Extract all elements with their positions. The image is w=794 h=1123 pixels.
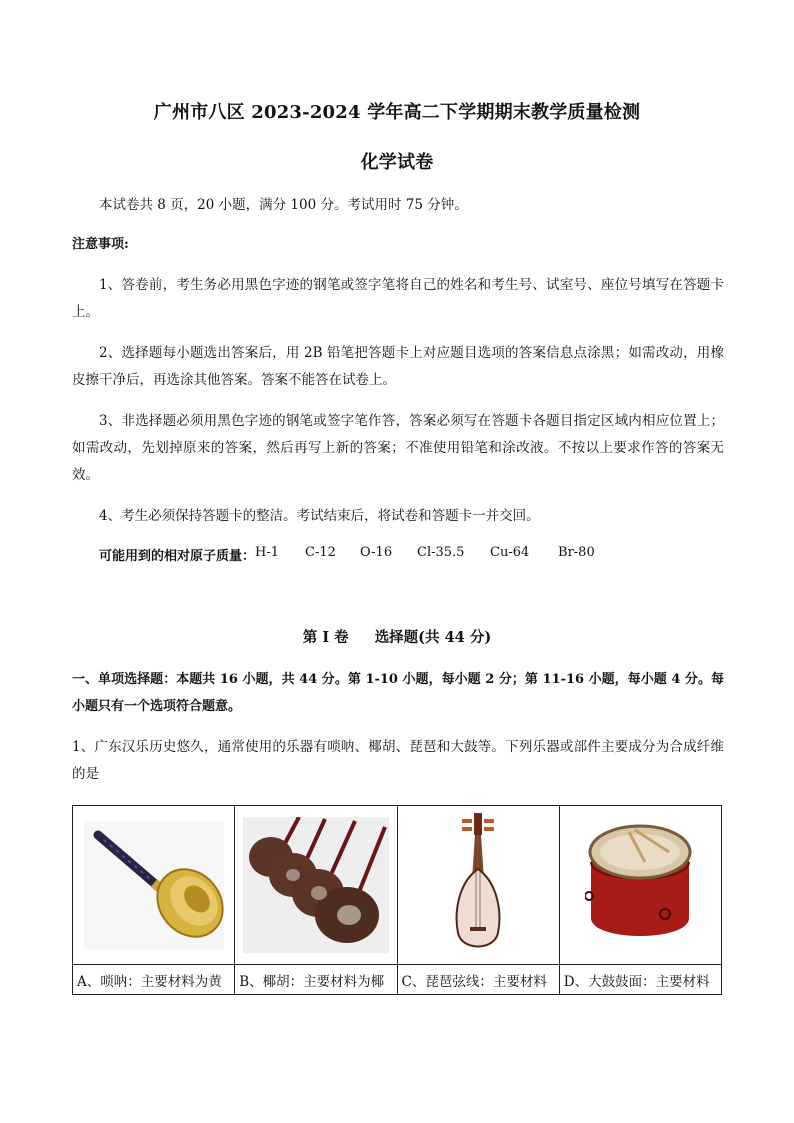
section-name: 选择题(共 44 分) (374, 629, 492, 646)
atomic-mass-c: C-12 (305, 545, 336, 560)
section-part: 第 I 卷 (302, 629, 349, 646)
exam-subject: 化学试卷 (360, 152, 434, 173)
atomic-mass-cl: Cl-35.5 (417, 545, 465, 560)
atomic-masses (99, 545, 595, 564)
section-instructions: 一、单项选择题：本题共 16 小题，共 44 分。第 1-10 小题，每小题 2 分；第 11-16 小题，每小题 4 分。每小题只有一个选项符合题意。 (72, 672, 724, 714)
yehu-icon (243, 817, 389, 953)
atomic-mass-o: O-16 (360, 545, 393, 560)
option-d-label: D、大鼓鼓面：主要材料 (559, 965, 721, 995)
atomic-mass-br: Br-80 (558, 545, 595, 560)
option-c-label: C、琵琶弦线：主要材料 (397, 965, 559, 995)
notice-item-1: 1、答卷前，考生务必用黑色字迹的钢笔或签字笔将自己的姓名和考生号、试室号、座位号填写在答题卡上。 (72, 277, 724, 320)
pipa-icon (448, 813, 508, 957)
drum-icon (585, 822, 695, 948)
option-b-label: B、椰胡：主要材料为椰 (235, 965, 397, 995)
atomic-mass-h: H-1 (255, 545, 280, 560)
option-c-image-cell (397, 806, 559, 965)
option-b-image-cell (235, 806, 397, 965)
suona-icon (84, 821, 224, 949)
option-a-label: A、唢呐：主要材料为黄 (73, 965, 235, 995)
notice-item-4: 4、考生必须保持答题卡的整洁。考试结束后，将试卷和答题卡一并交回。 (99, 508, 540, 524)
exam-intro: 本试卷共 8 页，20 小题，满分 100 分。考试用时 75 分钟。 (99, 197, 468, 213)
option-a-image-cell (73, 806, 235, 965)
notice-heading: 注意事项: (72, 237, 129, 252)
question-1-stem: 1、广东汉乐历史悠久，通常使用的乐器有唢呐、椰胡、琵琶和大鼓等。下列乐器或部件主要成分为合成纤维的是 (72, 739, 724, 782)
notice-item-2: 2、选择题每小题选出答案后，用 2B 铅笔把答题卡上对应题目选项的答案信息点涂黑；如需改动，用橡皮擦干净后，再选涂其他答案。答案不能答在试卷上。 (72, 345, 724, 388)
option-d-image-cell (559, 806, 721, 965)
notice-item-3: 3、非选择题必须用黑色字迹的钢笔或签字笔作答，答案必须写在答题卡各题目指定区域内相应位置上；如需改动，先划掉原来的答案，然后再写上新的答案；不准使用铅笔和涂改液。不按以上要求作答的答案无效。 (72, 413, 724, 483)
atomic-masses-label: 可能用到的相对原子质量： (99, 549, 256, 564)
exam-title: 广州市八区 2023-2024 学年高二下学期期末教学质量检测 (153, 102, 641, 123)
section-title (0, 626, 794, 647)
atomic-mass-cu: Cu-64 (490, 545, 530, 560)
question-1-options-table (72, 805, 722, 995)
